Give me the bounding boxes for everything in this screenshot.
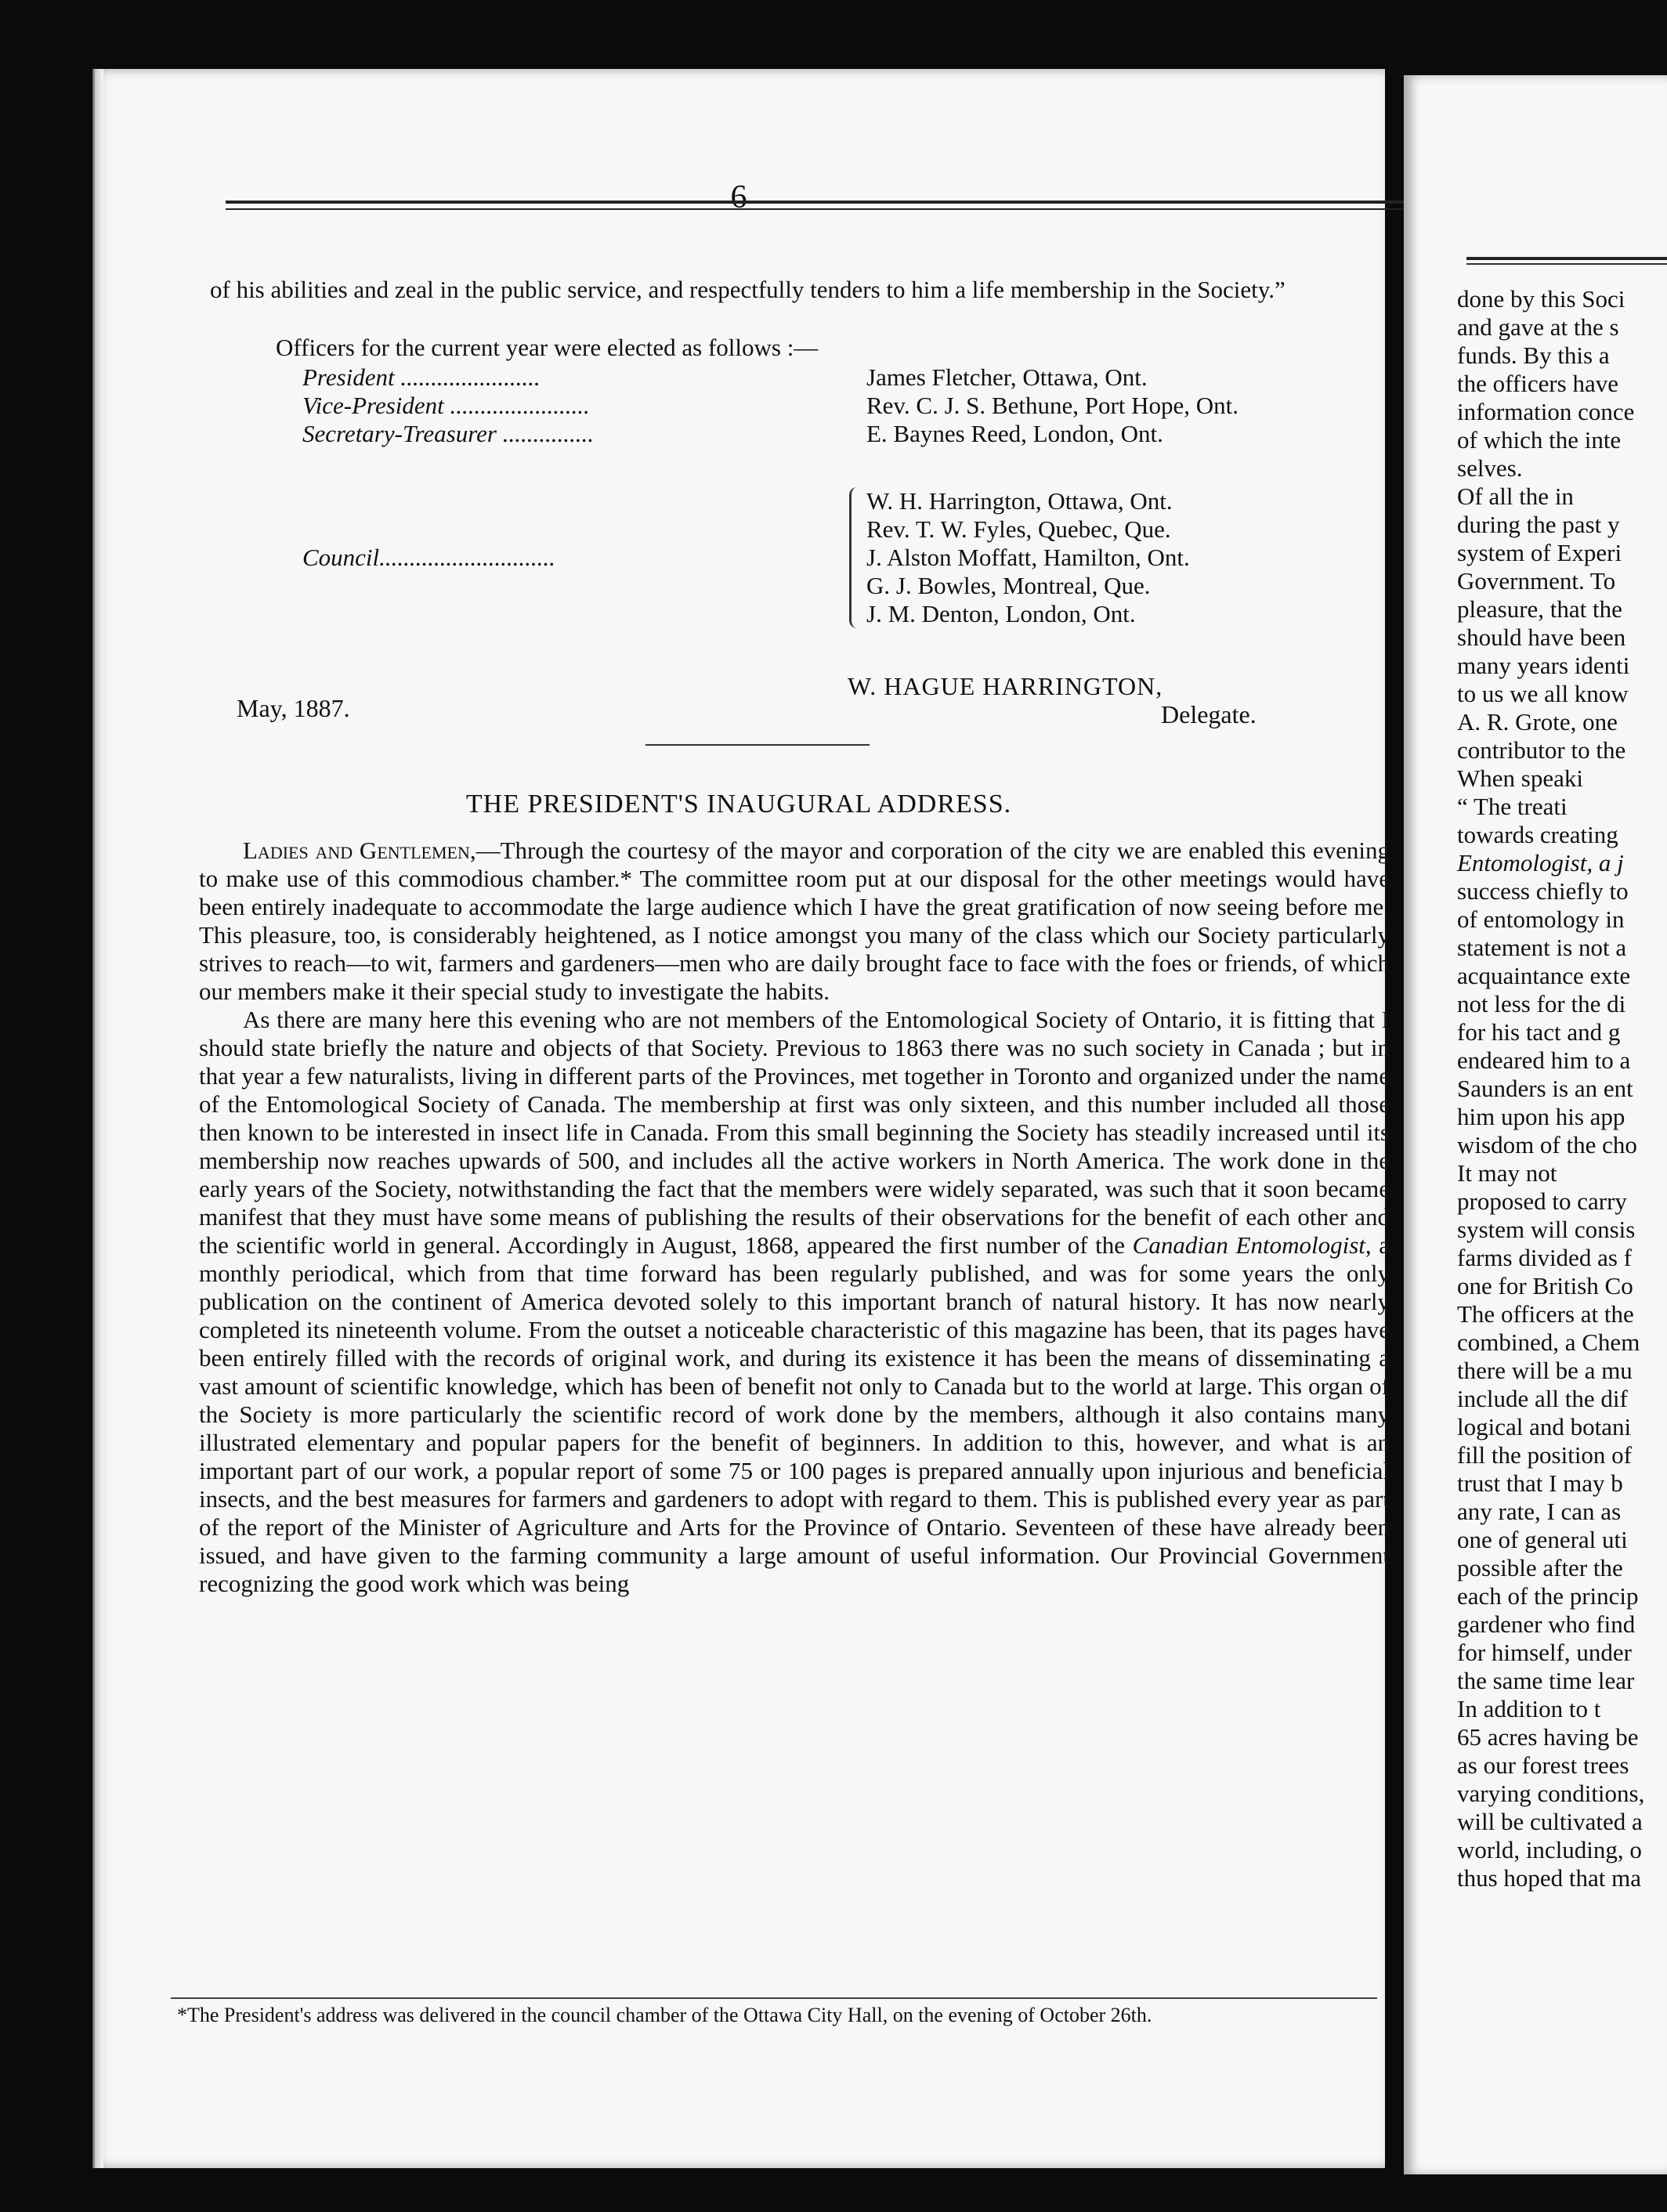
right-line: and gave at the s <box>1457 313 1619 341</box>
right-line: In addition to t <box>1457 1695 1601 1722</box>
right-line: there will be a mu <box>1457 1357 1633 1384</box>
paragraph-2-text-b: , a monthly periodical, which from that time forward has been regularly published, and was for some years the only publication on the continent of America devoted solely to this important branch of natural history. It has now nearly completed its nineteenth volume. From the outset a noticeable characteristic of this magazine has been, that its pages have been entirely filled with the records of original work, and during its existence it has been the means of disseminating a vast amount of scientific knowledge, which has been of benefit not only to Canada but to the world at large. This organ of the Society is more particularly the scientific record of work done by the members, although it also contains many illustrated elementary and popular papers for the benefit of beginners. In addition to this, however, and what is an important part of our work, a popular report of some 75 or 100 pages is prepared annually upon injurious and beneficial insects, and the best measures for farmers and gardeners to adopt with regard to them. This is published every year as part of the report of the Minister of Agriculture and Arts for the Province of Ontario. Seventeen of these have already been issued, and have given to the farming community a large amount of useful information. Our Provincial Government recognizing the good work which was being <box>199 1231 1390 1597</box>
journal-name: Canadian Entomologist <box>1132 1231 1365 1259</box>
right-line: system will consis <box>1457 1216 1636 1243</box>
intro-text: of his abilities and zeal in the public service, and respectfully tenders to him a life membership in the Society.” <box>210 276 1286 303</box>
right-line: When speaki <box>1457 764 1583 792</box>
right-line: acquaintance exte <box>1457 962 1631 989</box>
right-line: for himself, under <box>1457 1639 1632 1666</box>
right-line: during the past y <box>1457 511 1620 538</box>
right-line: each of the princip <box>1457 1582 1639 1610</box>
right-line: to us we all know <box>1457 680 1629 707</box>
address-paragraph-1 <box>199 837 1390 1006</box>
page-number: 6 <box>730 179 747 215</box>
leader-dots: ....................... <box>443 392 590 419</box>
right-line: The officers at the <box>1457 1300 1634 1328</box>
right-line: system of Experi <box>1457 539 1622 566</box>
officer-name: E. Baynes Reed, London, Ont. <box>866 420 1163 447</box>
right-line: possible after the <box>1457 1554 1623 1581</box>
right-line: of entomology in <box>1457 905 1625 933</box>
right-line: thus hoped that ma <box>1457 1864 1642 1892</box>
right-line: world, including, o <box>1457 1836 1642 1863</box>
right-line: success chiefly to <box>1457 877 1629 905</box>
right-line: It may not <box>1457 1159 1557 1187</box>
right-line: many years identi <box>1457 652 1630 679</box>
right-line: wisdom of the cho <box>1457 1131 1637 1158</box>
right-line: fill the position of <box>1457 1441 1633 1469</box>
right-line: farms divided as f <box>1457 1244 1632 1271</box>
right-line: for his tact and g <box>1457 1018 1621 1046</box>
right-line: the officers have <box>1457 370 1618 397</box>
council-member: Rev. T. W. Fyles, Quebec, Que. <box>866 515 1171 543</box>
address-body <box>199 837 1390 1598</box>
right-line: towards creating <box>1457 821 1618 848</box>
right-line: logical and botani <box>1457 1413 1632 1440</box>
officer-name: Rev. C. J. S. Bethune, Port Hope, Ont. <box>866 392 1239 419</box>
right-line: “ The treati <box>1457 793 1568 820</box>
council-brace <box>849 487 866 628</box>
page-edge-shadow <box>92 69 103 2168</box>
council-member: G. J. Bowles, Montreal, Que. <box>866 572 1151 599</box>
right-line: one for British Co <box>1457 1272 1633 1299</box>
right-line: Entomologist, a j <box>1457 849 1624 876</box>
officer-row-secretary-treasurer <box>302 420 1399 448</box>
footnote: *The President's address was delivered in the council chamber of the Ottawa City Hall, on the evening of October 26th. <box>177 2004 1152 2026</box>
right-line: Government. To <box>1457 567 1616 595</box>
right-line: one of general uti <box>1457 1526 1628 1553</box>
council-member: J. M. Denton, London, Ont. <box>866 600 1136 627</box>
footnote-rule <box>171 1997 1377 1999</box>
right-line: include all the dif <box>1457 1385 1628 1412</box>
council-members <box>866 487 1190 628</box>
salutation: Ladies and Gentlemen, <box>243 837 476 864</box>
leader-dots: ............................. <box>379 544 555 571</box>
address-paragraph-2 <box>199 1006 1390 1598</box>
officers-intro: Officers for the current year were elected as follows :— <box>276 334 819 361</box>
address-title: THE PRESIDENT'S INAUGURAL ADDRESS. <box>465 790 1012 819</box>
signature-role: Delegate. <box>1161 700 1257 728</box>
right-line: of which the inte <box>1457 426 1622 454</box>
right-line: endeared him to a <box>1457 1046 1631 1074</box>
right-line: Saunders is an ent <box>1457 1075 1633 1102</box>
right-page <box>1404 75 1667 2174</box>
left-page <box>92 69 1390 2168</box>
right-line: gardener who find <box>1457 1610 1636 1638</box>
right-line: varying conditions, <box>1457 1780 1645 1807</box>
right-line: information conce <box>1457 398 1635 425</box>
section-divider <box>645 744 870 746</box>
report-date: May, 1887. <box>237 694 350 722</box>
officer-role: Secretary-Treasurer <box>302 420 497 447</box>
right-line: proposed to carry <box>1457 1187 1627 1215</box>
officer-row-president <box>302 363 1399 392</box>
officer-name: James Fletcher, Ottawa, Ont. <box>866 363 1148 391</box>
right-line: A. R. Grote, one <box>1457 708 1618 736</box>
right-line: funds. By this a <box>1457 342 1610 369</box>
right-line: trust that I may b <box>1457 1469 1623 1497</box>
right-header-rule-thin <box>1466 263 1667 265</box>
council-member: J. Alston Moffatt, Hamilton, Ont. <box>866 544 1190 571</box>
officers-intro-block <box>276 334 1372 362</box>
officers-list <box>302 363 1399 448</box>
right-line: pleasure, that the <box>1457 595 1622 623</box>
right-line: any rate, I can as <box>1457 1498 1622 1525</box>
officer-role: President <box>302 363 395 391</box>
header-double-rule <box>226 201 1408 210</box>
council-member: W. H. Harrington, Ottawa, Ont. <box>866 487 1173 515</box>
right-line: him upon his app <box>1457 1103 1625 1130</box>
right-line: combined, a Chem <box>1457 1328 1640 1356</box>
right-line: should have been <box>1457 623 1626 651</box>
right-line: will be cultivated a <box>1457 1808 1643 1835</box>
leader-dots: ....................... <box>394 363 541 391</box>
right-line: done by this Soci <box>1457 285 1625 313</box>
right-line: the same time lear <box>1457 1667 1635 1694</box>
paragraph-2-text-a: As there are many here this evening who are not members of the Entomological Society of Ontario, it is fitting that I should state briefly the nature and objects of that Society. Previous to 1863 there was no such society in Canada ; but in that year a few naturalists, living in different parts of the Provinces, met together in Toronto and organized under the name of the Entomological Society of Canada. The membership at first was only sixteen, and this number included all those then known to be interested in insect life in Canada. From this small beginning the Society has steadily increased until its membership now reaches upwards of 500, and includes all the active workers in North America. The work done in the early years of the Society, notwithstanding the fact that the members were widely separated, was such that it soon became manifest that they must have some means of publishing the results of their observations for the benefit of each other and the scientific world in general. Accordingly in August, 1868, appeared the first number of the <box>199 1006 1390 1259</box>
signature-name: W. HAGUE HARRINGTON, <box>848 672 1163 700</box>
leader-dots: ............... <box>496 420 594 447</box>
right-line: not less for the di <box>1457 990 1626 1017</box>
right-line: 65 acres having be <box>1457 1723 1639 1751</box>
council-label: Council <box>302 544 380 571</box>
officer-row-vice-president <box>302 392 1399 420</box>
right-line: Of all the in <box>1457 483 1574 510</box>
right-page-text <box>1457 285 1644 1892</box>
intro-paragraph <box>210 276 1401 304</box>
right-line: contributor to the <box>1457 736 1626 764</box>
right-line: selves. <box>1457 454 1523 482</box>
right-line: as our forest trees <box>1457 1751 1629 1779</box>
officer-role: Vice-President <box>302 392 444 419</box>
paragraph-1-text: —Through the courtesy of the mayor and corporation of the city we are enabled this evening to make use of this commodious chamber.* The committee room put at our disposal for the other meetings would have been entirely inadequate to accommodate the large audience which I have the great gratification of now seeing before me. This pleasure, too, is considerably heightened, as I notice amongst you many of the class which our Society particularly strives to reach—to wit, farmers and gardeners—men who are daily brought face to face with the foes or friends, of which our members make it their special study to investigate the habits. <box>199 837 1390 1005</box>
right-header-rule <box>1466 257 1667 260</box>
right-line: statement is not a <box>1457 934 1627 961</box>
